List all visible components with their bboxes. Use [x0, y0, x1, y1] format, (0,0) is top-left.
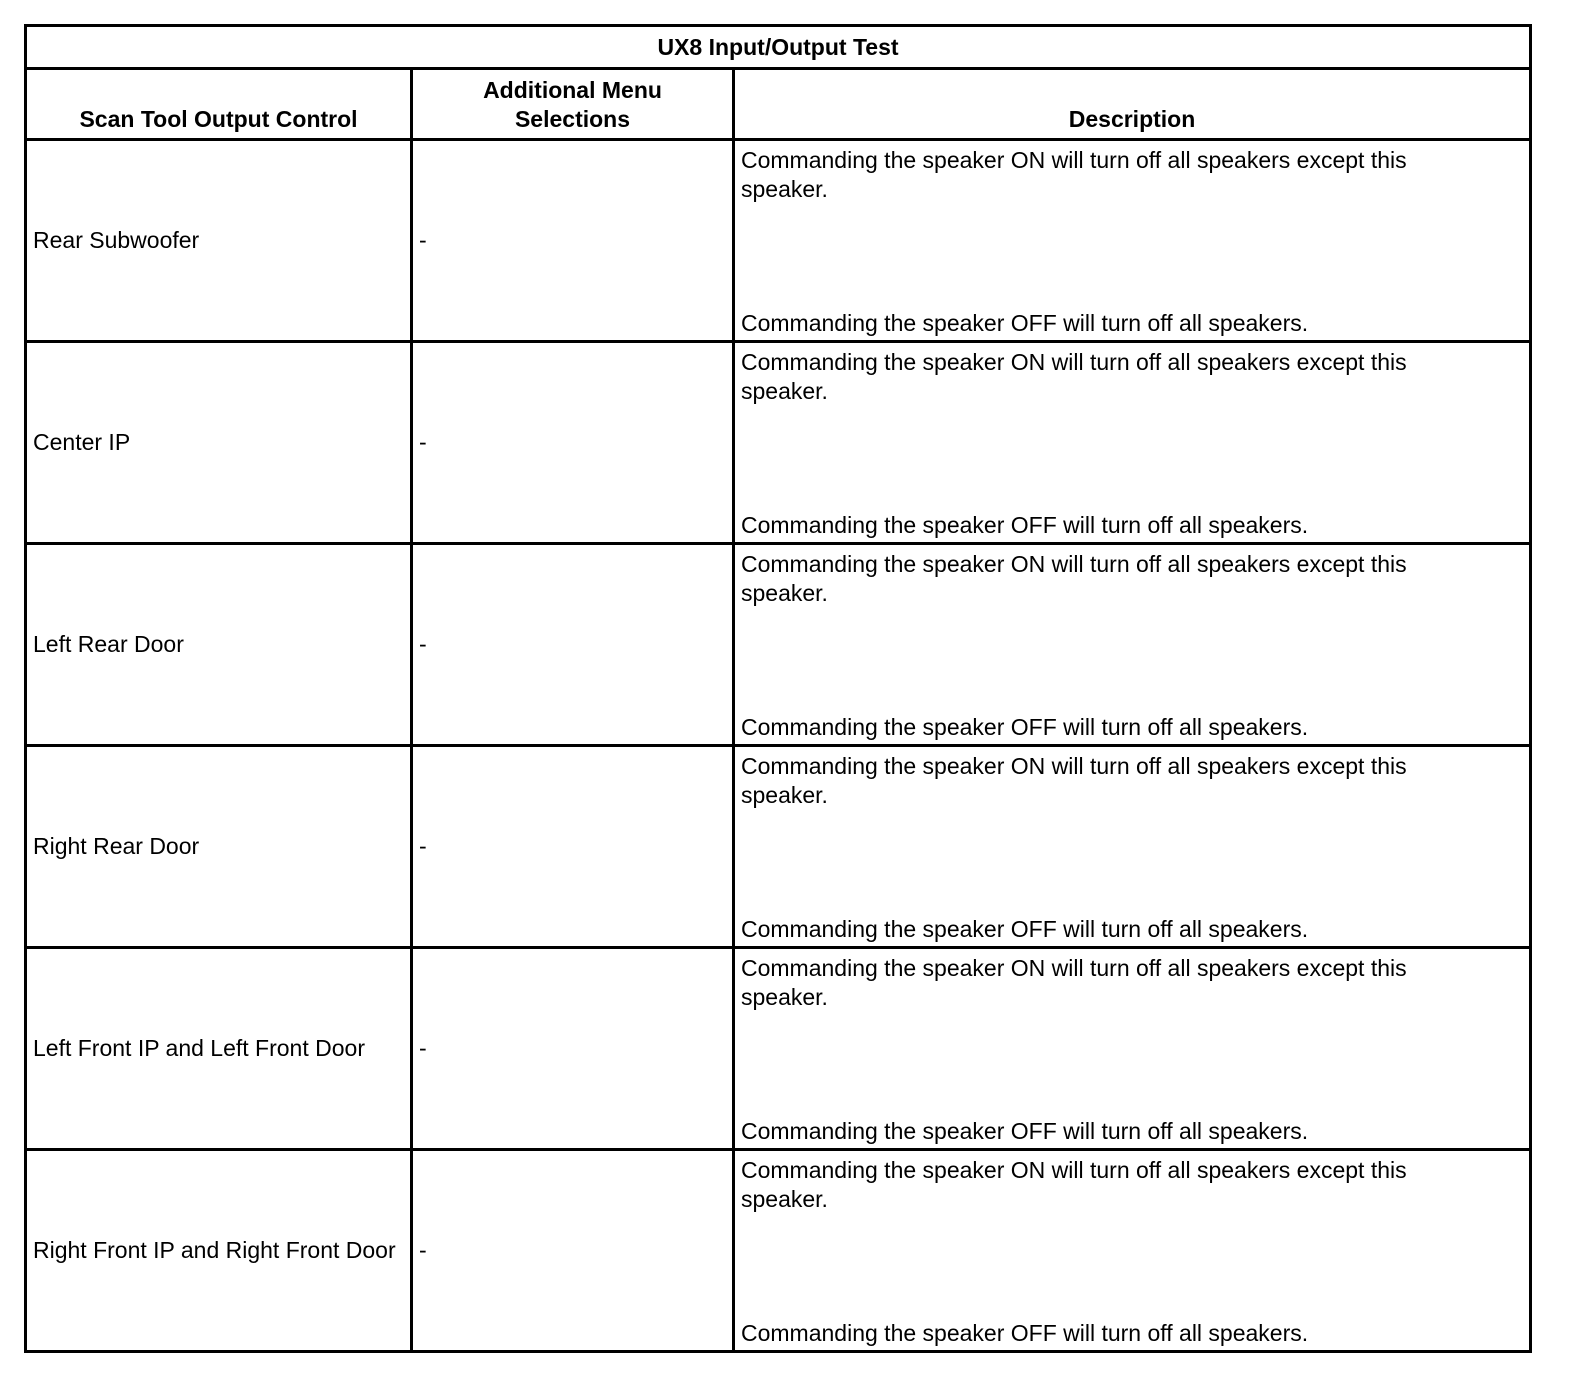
control-cell: Right Front IP and Right Front Door	[26, 1150, 412, 1352]
header-row	[26, 69, 1531, 140]
table-title: UX8 Input/Output Test	[26, 26, 1531, 69]
description-off: Commanding the speaker OFF will turn off all speakers.	[741, 714, 1309, 740]
table-row	[26, 342, 1531, 544]
menu-cell: -	[412, 948, 734, 1150]
description-on: Commanding the speaker ON will turn off all speakers except this speaker.	[741, 147, 1407, 202]
io-test-table	[24, 24, 1532, 1353]
header-control: Scan Tool Output Control	[26, 69, 412, 140]
table-row	[26, 948, 1531, 1150]
control-cell: Rear Subwoofer	[26, 140, 412, 342]
control-cell: Right Rear Door	[26, 746, 412, 948]
description-off: Commanding the speaker OFF will turn off all speakers.	[741, 310, 1309, 336]
control-cell: Center IP	[26, 342, 412, 544]
description-cell	[734, 746, 1531, 948]
control-cell: Left Front IP and Left Front Door	[26, 948, 412, 1150]
description-cell	[734, 140, 1531, 342]
description-on: Commanding the speaker ON will turn off all speakers except this speaker.	[741, 1157, 1407, 1212]
header-menu-label: Additional Menu Selections	[483, 77, 662, 132]
description-cell	[734, 342, 1531, 544]
description-on: Commanding the speaker ON will turn off all speakers except this speaker.	[741, 753, 1407, 808]
description-cell	[734, 948, 1531, 1150]
description-cell	[734, 1150, 1531, 1352]
menu-cell: -	[412, 746, 734, 948]
description-on: Commanding the speaker ON will turn off all speakers except this speaker.	[741, 955, 1407, 1010]
table-row	[26, 140, 1531, 342]
menu-cell: -	[412, 1150, 734, 1352]
header-description: Description	[734, 69, 1531, 140]
description-off: Commanding the speaker OFF will turn off all speakers.	[741, 1118, 1309, 1144]
description-on: Commanding the speaker ON will turn off all speakers except this speaker.	[741, 349, 1407, 404]
table-row	[26, 544, 1531, 746]
description-off: Commanding the speaker OFF will turn off all speakers.	[741, 1320, 1309, 1346]
description-on: Commanding the speaker ON will turn off all speakers except this speaker.	[741, 551, 1407, 606]
description-cell	[734, 544, 1531, 746]
menu-cell: -	[412, 342, 734, 544]
menu-cell: -	[412, 140, 734, 342]
menu-cell: -	[412, 544, 734, 746]
table-row	[26, 1150, 1531, 1352]
title-row	[26, 26, 1531, 69]
header-menu	[412, 69, 734, 140]
control-cell: Left Rear Door	[26, 544, 412, 746]
table-row	[26, 746, 1531, 948]
description-off: Commanding the speaker OFF will turn off all speakers.	[741, 512, 1309, 538]
description-off: Commanding the speaker OFF will turn off all speakers.	[741, 916, 1309, 942]
